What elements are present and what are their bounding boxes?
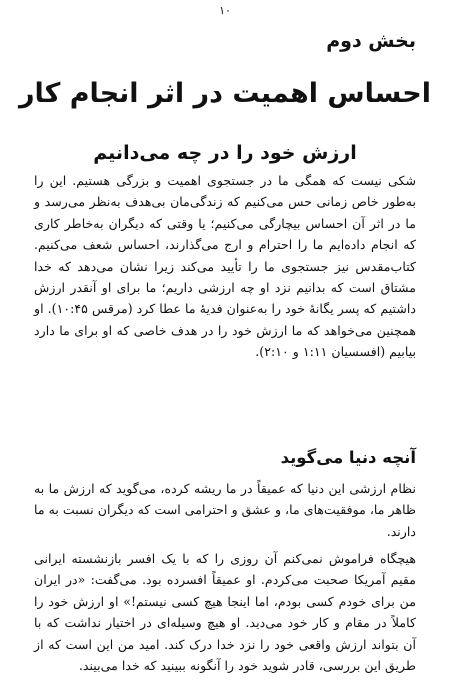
body-paragraph: هیچگاه فراموش نمی‌کنم آن روزی را که با یک افسر بازنشسته ایرانی مقیم آمریکا صحبت می‌کردم. او عمیقاً افسرده بود. می‌گفت: «در ایران من برای خودم کسی بودم، اما اینجا هیچ کسی نیستم!» او ارزش خود را کاملاً در مقام و کار خود می‌دید. او هیچ وسیله‌ای در اختیار نداشت که با آن بتواند ارزش واقعی خود را نزد خدا درک کند. امید من این است که از طریق این بررسی، قادر شوید خود را آنگونه ببینید که خدا می‌بیند. bbox=[34, 551, 416, 674]
section-label: بخش دوم bbox=[326, 30, 416, 52]
chapter-title: احساس اهمیت در اثر انجام کار bbox=[18, 78, 431, 109]
subsection-heading: آنچه دنیا می‌گوید bbox=[280, 448, 416, 467]
body-paragraph: نظام ارزشی این دنیا که عمیقاً در ما ریشه کرده، می‌گوید که ارزش ما به ظاهر ما، موفقیت‌های ما، و عشق و احترامی است که دیگران نسبت به ما دارند. bbox=[34, 481, 416, 539]
body-paragraph: شکی نیست که همگی ما در جستجوی اهمیت و بزرگی هستیم. این را به‌طور خاص زمانی حس می‌کنیم که زندگی‌مان بی‌هدف به‌نظر می‌رسد و ما در اثر آن احساس بیچارگی می‌کنیم؛ یا وقتی که دیگران به‌خاطر کاری که انجام داده‌ایم ما را احترام و ارج می‌گذارند، احساس شعف می‌کنیم. کتاب‌مقدس نیز جستجوی ما را تأیید می‌کند زیرا نشان می‌دهد که خدا مشتاق است که بدانیم نزد او چه ارزشی داریم؛ ما برای او آنقدر ارزش داشتیم که پسر یگانهٔ خود را به‌عنوان فدیهٔ ما عطا کرد (مرقس ۱۰:۴۵). او همچنین می‌خواهد که ما ارزش خود را در هدف خاصی که او برای ما دارد بیابیم (افسسیان ۱:۱۱ و ۲:۱۰). bbox=[34, 173, 416, 360]
page-number: ۱۰ bbox=[219, 4, 231, 17]
section-heading: ارزش خود را در چه می‌دانیم bbox=[93, 142, 357, 164]
